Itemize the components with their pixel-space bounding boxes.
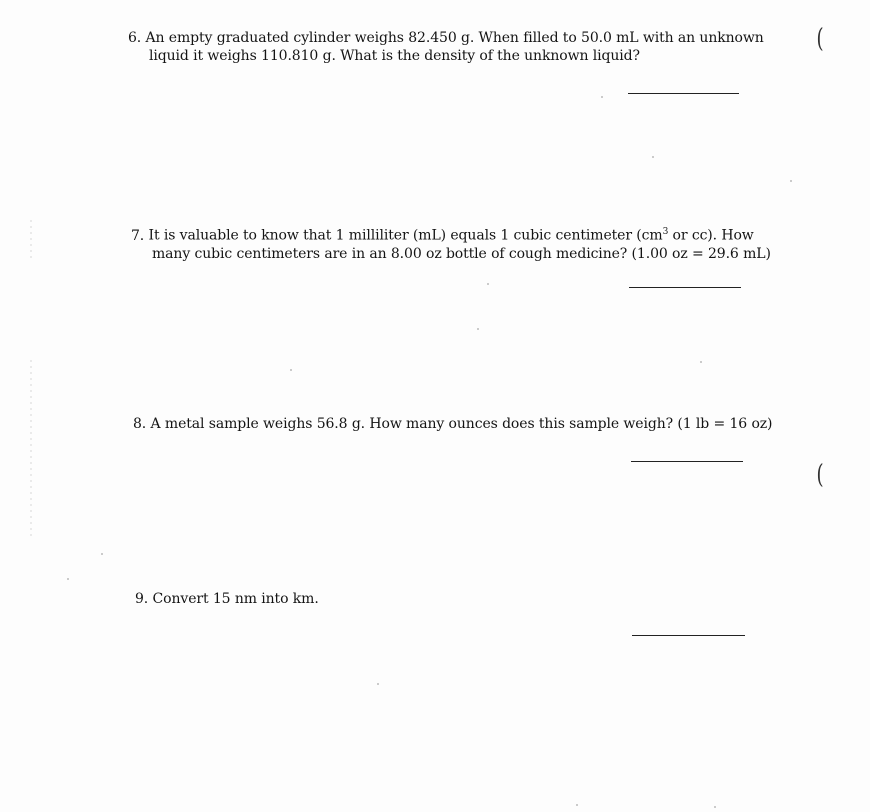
scan-speck xyxy=(790,180,792,182)
question-9 xyxy=(135,590,319,608)
question-6-line-1 xyxy=(128,29,764,47)
question-7-line-1 xyxy=(131,223,771,245)
question-6-text-2: liquid it weighs 110.810 g. What is the density of the unknown liquid? xyxy=(149,48,640,64)
scan-speck xyxy=(67,578,69,580)
question-7-superscript: 3 xyxy=(662,227,669,237)
question-8-line-1 xyxy=(133,415,772,433)
question-8-number: 8. xyxy=(133,416,147,432)
question-7-text-2: many cubic centimeters are in an 8.00 oz bottle of cough medicine? (1.00 oz = 29.6 mL) xyxy=(152,245,771,262)
question-9-line-1 xyxy=(135,590,319,608)
scan-speck xyxy=(101,553,103,555)
question-9-number: 9. xyxy=(135,591,149,607)
question-8-text-1: A metal sample weighs 56.8 g. How many ounces does this sample weigh? (1 lb = 16 oz) xyxy=(150,416,773,432)
scan-speck xyxy=(377,683,379,685)
binder-ring-mark-top: ( xyxy=(816,24,824,54)
scan-speck xyxy=(652,156,654,158)
scan-speck xyxy=(576,804,578,806)
scan-speck xyxy=(714,806,716,808)
scan-speck xyxy=(290,369,292,371)
question-8 xyxy=(133,415,772,433)
scan-speck xyxy=(477,328,479,330)
question-6-text-1: An empty graduated cylinder weighs 82.450 g. When filled to 50.0 mL with an unknown xyxy=(145,30,764,46)
question-7-text-1b: or cc). How xyxy=(668,227,754,244)
answer-line-9[interactable] xyxy=(632,635,745,636)
scan-edge-noise xyxy=(30,360,32,540)
answer-line-6[interactable] xyxy=(628,93,739,94)
question-7-text-1a: It is valuable to know that 1 milliliter (mL) equals 1 cubic centimeter (cm xyxy=(148,227,663,244)
scan-speck xyxy=(601,96,603,98)
answer-line-7[interactable] xyxy=(629,287,741,288)
question-7 xyxy=(131,223,771,263)
scan-edge-noise xyxy=(30,220,32,260)
scan-speck xyxy=(700,361,702,363)
scan-speck xyxy=(487,283,489,285)
binder-ring-mark-bottom: ( xyxy=(816,460,824,490)
question-6 xyxy=(128,29,764,65)
question-6-number: 6. xyxy=(128,30,142,46)
question-7-number: 7. xyxy=(131,227,145,244)
question-9-text-1: Convert 15 nm into km. xyxy=(152,591,319,607)
answer-line-8[interactable] xyxy=(631,461,743,462)
